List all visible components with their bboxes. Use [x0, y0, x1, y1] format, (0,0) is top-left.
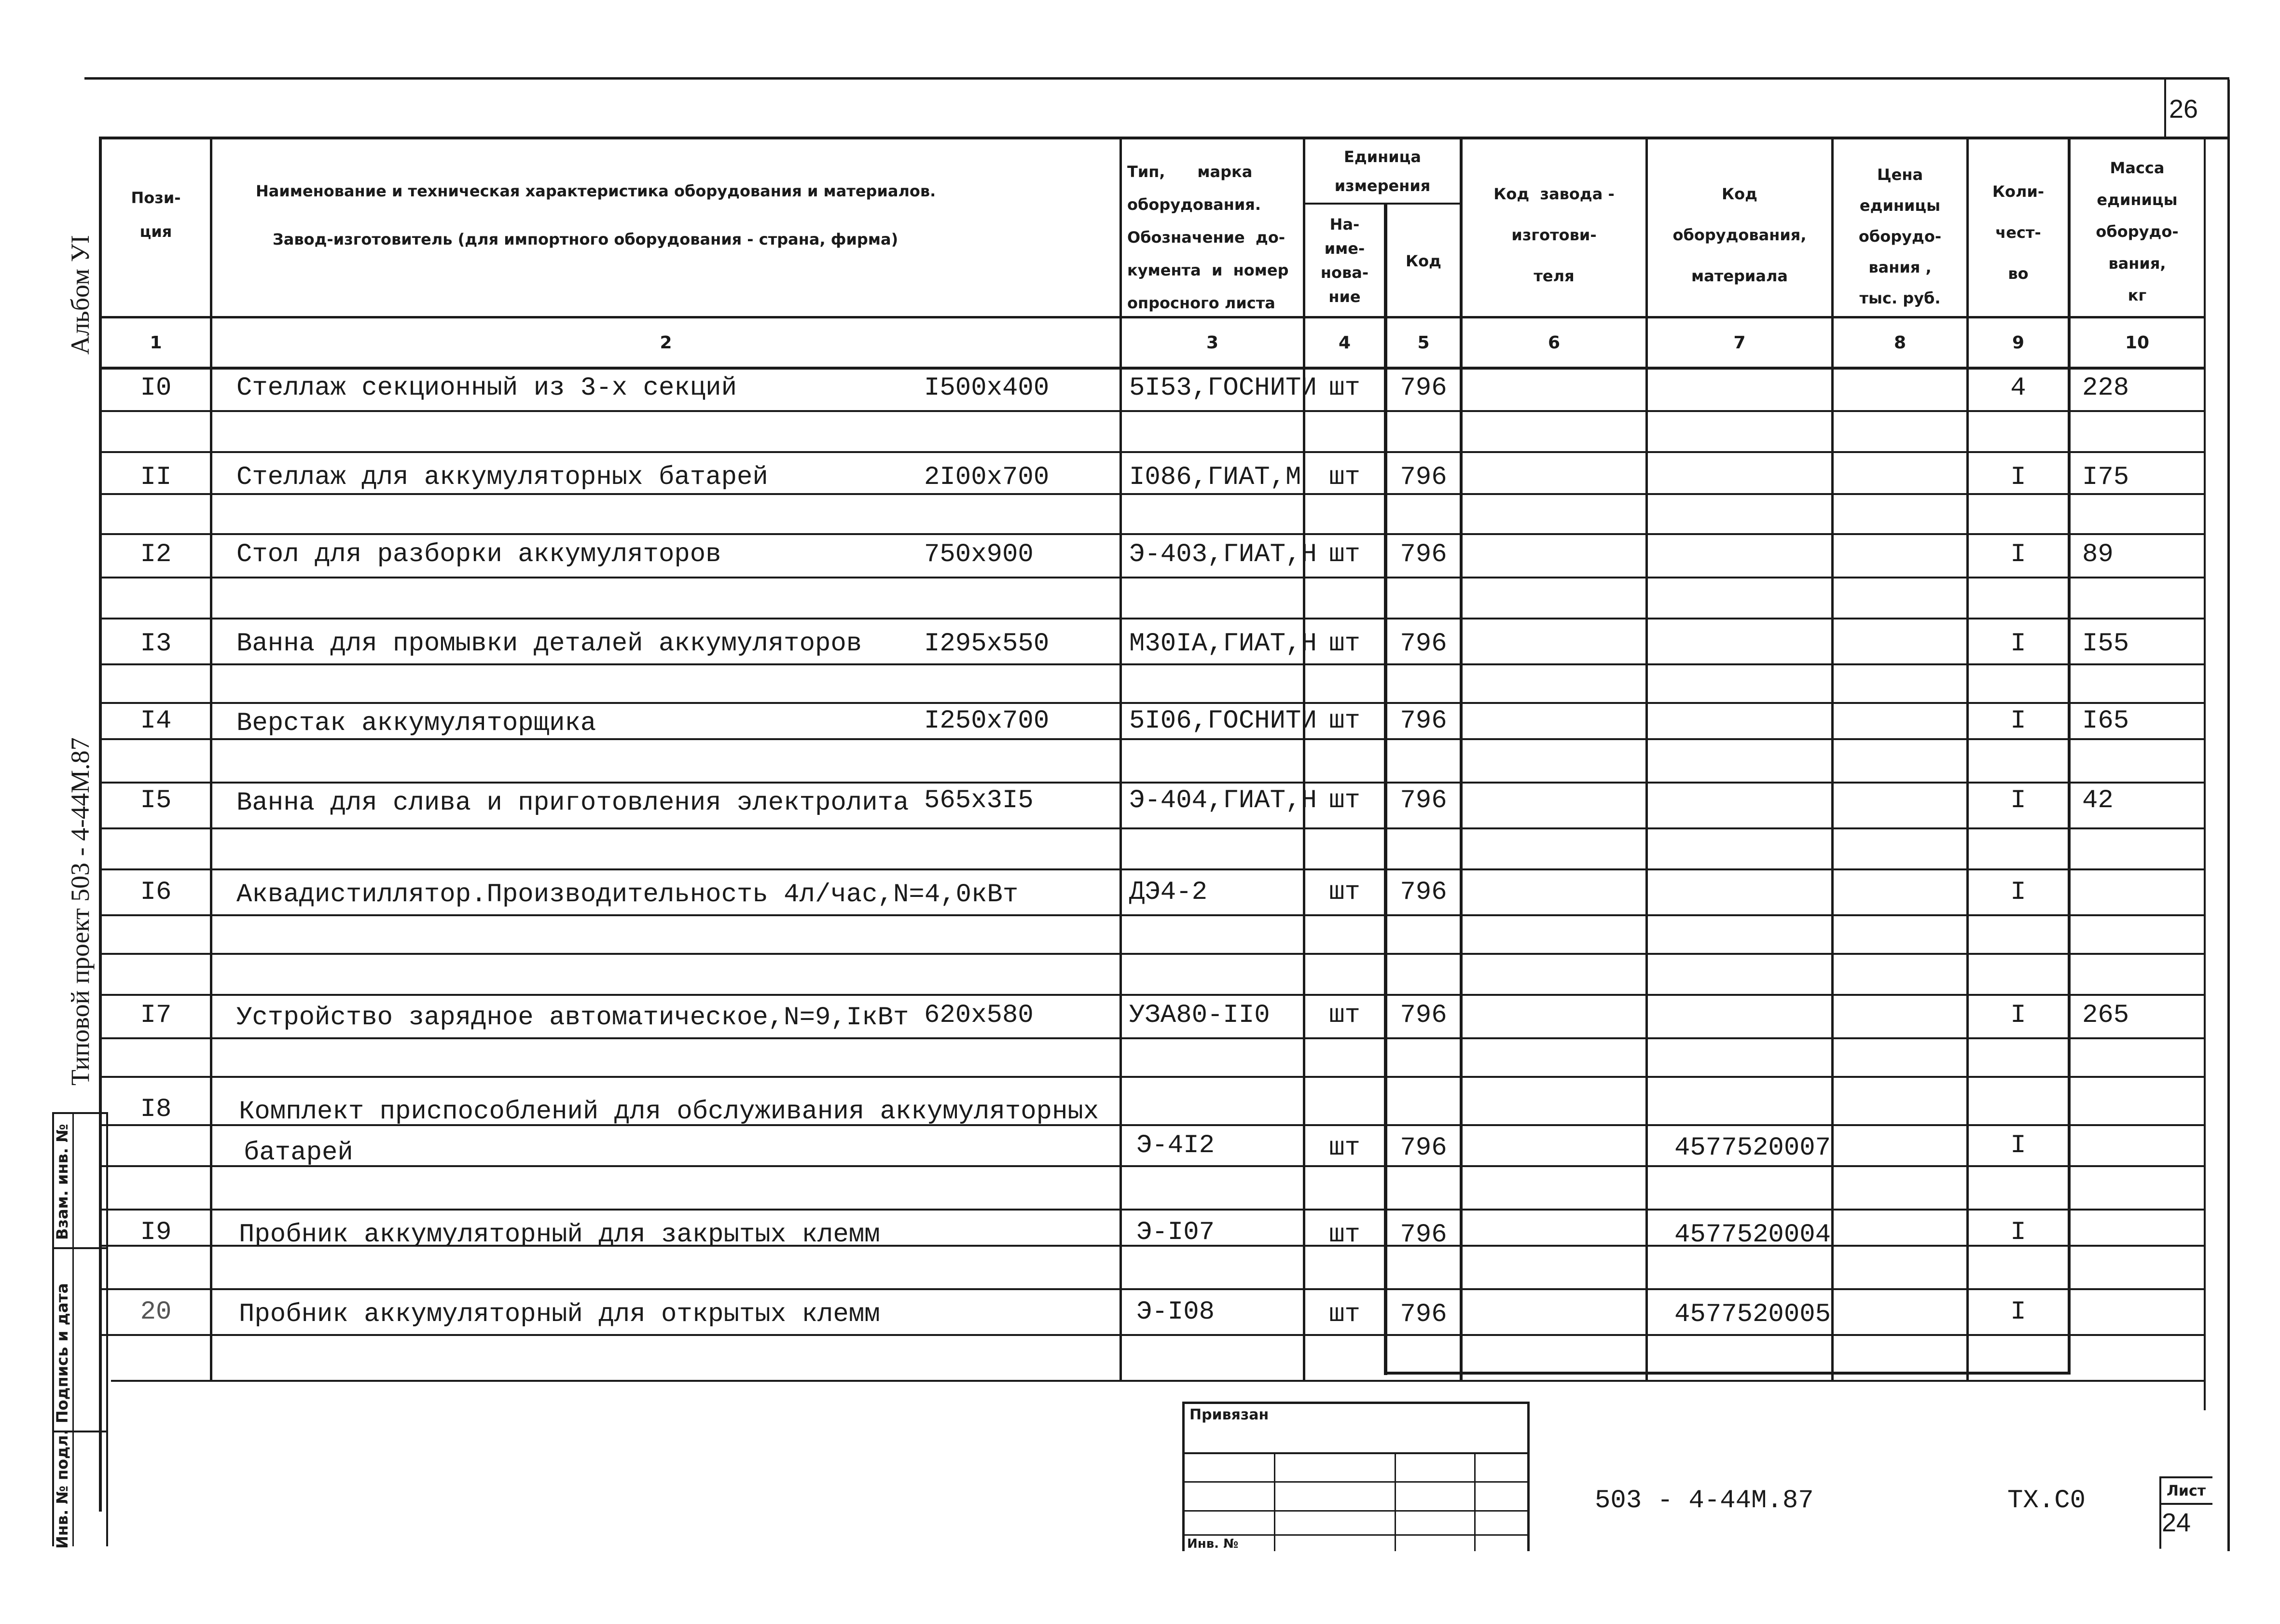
colnum-4: 4	[1338, 333, 1351, 353]
row-qty: I	[2010, 1131, 2026, 1160]
row-dims: 2I00x700	[924, 463, 1050, 492]
colnum-5: 5	[1417, 333, 1430, 353]
sheet-number: 24	[2162, 1508, 2191, 1537]
row-sep	[99, 1037, 2206, 1039]
row-qty: I	[2010, 786, 2026, 815]
header-price: Цена единицы оборудо- вания , тыс. руб.	[1858, 165, 1942, 307]
side-project: Типовой проект 503 - 4-44М.87	[66, 737, 95, 1086]
row-pos: I0	[140, 373, 172, 403]
row-type: Э-I08	[1136, 1297, 1215, 1327]
header-pos: Пози- ция	[131, 189, 181, 241]
stamp-row-4	[1182, 1534, 1530, 1536]
row-sep	[99, 1334, 2206, 1336]
row-code: 796	[1400, 463, 1447, 492]
row-name: Устройство зарядное автоматическое,N=9,IкВт	[236, 1003, 909, 1032]
row-unit: шт	[1329, 1133, 1360, 1163]
strip-right-line	[106, 1112, 108, 1546]
col-line-5	[1460, 137, 1463, 1381]
row-equip-code: 4577520004	[1674, 1220, 1831, 1250]
stamp-row-2	[1182, 1481, 1530, 1483]
row-code: 796	[1400, 540, 1447, 569]
row-pos: I4	[140, 706, 172, 736]
row-sep	[99, 702, 2206, 704]
sheet-label: Лист	[2167, 1483, 2206, 1500]
row-mass: 89	[2082, 540, 2114, 569]
row-mass: 42	[2082, 786, 2114, 815]
row-name: Стол для разборки аккумуляторов	[236, 540, 721, 569]
row-dims: I500x400	[924, 373, 1050, 403]
header-equip-code: Код оборудования, материала	[1672, 185, 1807, 285]
row-name-continued: батарей	[244, 1138, 353, 1168]
row-pos: 20	[140, 1297, 172, 1327]
row-mass: I55	[2082, 629, 2129, 659]
row-unit: шт	[1329, 1001, 1360, 1030]
page-num-box-left	[2164, 80, 2166, 138]
row-pos: I2	[140, 540, 172, 569]
row-unit: шт	[1329, 629, 1360, 659]
row-sep	[99, 1209, 2206, 1211]
header-unit-name: На- име- нова- ние	[1320, 215, 1369, 306]
row-mass: 265	[2082, 1001, 2129, 1030]
page-number: 26	[2169, 95, 2198, 124]
header-unit-code: Код	[1406, 252, 1441, 270]
header-unit: Единица измерения	[1334, 148, 1431, 195]
row-unit: шт	[1329, 373, 1360, 403]
row-sep	[99, 1288, 2206, 1290]
row-name: Пробник аккумуляторный для открытых клемм	[239, 1300, 880, 1329]
row-pos: I6	[140, 878, 172, 907]
col-line-4	[1384, 203, 1387, 1375]
stamp-top	[1182, 1402, 1530, 1404]
row-dims: 565x3I5	[924, 786, 1034, 815]
row-name: Стеллаж секционный из 3-х секций	[236, 373, 737, 403]
row-code: 796	[1400, 1001, 1447, 1030]
row-unit: шт	[1329, 878, 1360, 907]
row-sep	[99, 410, 2206, 412]
header-name-line1: Наименование и техническая характеристика оборудования и материалов.	[256, 182, 936, 200]
row-name: Стеллаж для аккумуляторных батарей	[236, 463, 768, 492]
table-bottom-line	[111, 1380, 2205, 1382]
section-code: ТХ.С0	[2007, 1486, 2086, 1515]
header-top-line	[99, 137, 2229, 139]
stamp-row-3	[1182, 1510, 1530, 1512]
doc-code: 503 - 4-44М.87	[1595, 1486, 1814, 1515]
colnum-9: 9	[2012, 333, 2025, 353]
col-line-8	[1966, 137, 1969, 1381]
sheet-box-mid	[2159, 1503, 2212, 1505]
row-qty: I	[2010, 878, 2026, 907]
row-sep	[99, 782, 2206, 784]
row-dims: I295x550	[924, 629, 1050, 659]
strip-top	[52, 1112, 108, 1114]
row-code: 796	[1400, 373, 1447, 403]
top-border	[84, 77, 2229, 80]
row-equip-code: 4577520005	[1674, 1300, 1831, 1329]
row-qty: I	[2010, 463, 2026, 492]
row-sep	[99, 577, 2206, 578]
row-equip-code: 4577520007	[1674, 1133, 1831, 1163]
row-name: Верстак аккумуляторщика	[236, 709, 596, 738]
colnum-10: 10	[2125, 333, 2150, 353]
row-pos: I3	[140, 629, 172, 659]
row-sep	[99, 663, 2206, 665]
side-inv: Инв. № подл.	[53, 1429, 71, 1549]
stamp-row-1	[1182, 1452, 1530, 1454]
row-code: 796	[1400, 1133, 1447, 1163]
qty-box-bottom	[1384, 1372, 2071, 1375]
row-qty: I	[2010, 1001, 2026, 1030]
stamp-inv-no: Инв. №	[1187, 1537, 1239, 1551]
row-mass: 228	[2082, 373, 2129, 403]
row-unit: шт	[1329, 463, 1360, 492]
unit-split-line	[1303, 203, 1460, 205]
row-name: Комплект приспособлений для обслуживания аккумуляторных	[239, 1097, 1099, 1127]
colnum-1: 1	[150, 333, 162, 353]
row-name: Аквадистиллятор.Производительность 4л/час,N=4,0кВт	[236, 880, 1019, 909]
row-type: Э-I07	[1136, 1218, 1215, 1247]
row-code: 796	[1400, 878, 1447, 907]
row-mass: I65	[2082, 706, 2129, 736]
row-pos: I7	[140, 1001, 172, 1030]
sheet-box-left	[2159, 1476, 2161, 1549]
right-border	[2227, 80, 2230, 1551]
row-qty: I	[2010, 1297, 2026, 1327]
row-type: Э-404,ГИАТ,Н	[1129, 786, 1317, 815]
row-unit: шт	[1329, 1300, 1360, 1329]
stamp-left	[1182, 1402, 1185, 1551]
row-pos: II	[140, 463, 172, 492]
col-line-6	[1645, 137, 1648, 1381]
colnum-7: 7	[1733, 333, 1746, 353]
row-sep	[99, 1076, 2206, 1078]
row-type: УЗА80-II0	[1129, 1001, 1270, 1030]
row-sep	[99, 1165, 2206, 1167]
stamp-privyazan: Привязан	[1189, 1406, 1269, 1423]
header-factory-code: Код завода - изготови- теля	[1493, 185, 1615, 285]
side-album: Альбом УI	[66, 235, 95, 355]
stamp-col-1	[1274, 1452, 1275, 1551]
row-sep	[99, 868, 2206, 870]
row-type: 5I06,ГОСНИТИ	[1129, 706, 1317, 736]
row-qty: I	[2010, 1218, 2026, 1247]
colnum-bottom-line	[99, 367, 2206, 370]
row-dims: 750x900	[924, 540, 1034, 569]
col-line-2	[1119, 137, 1122, 1381]
row-type: I086,ГИАТ,М	[1129, 463, 1301, 492]
row-name: Пробник аккумуляторный для закрытых клемм	[239, 1220, 880, 1250]
row-pos: I8	[140, 1095, 172, 1124]
row-code: 796	[1400, 1300, 1447, 1329]
row-code: 796	[1400, 629, 1447, 659]
side-podpis: Подпись и дата	[53, 1283, 71, 1423]
header-qty: Коли- чест- во	[1992, 182, 2045, 283]
row-qty: I	[2010, 629, 2026, 659]
col-line-1	[210, 137, 212, 1381]
row-type: 5I53,ГОСНИТИ	[1129, 373, 1317, 403]
row-unit: шт	[1329, 540, 1360, 569]
row-dims: I250x700	[924, 706, 1050, 736]
row-type: ДЭ4-2	[1129, 878, 1208, 907]
row-qty: I	[2010, 540, 2026, 569]
row-pos: I5	[140, 786, 172, 815]
colnum-6: 6	[1548, 333, 1561, 353]
stamp-col-3	[1474, 1452, 1476, 1551]
row-type: М30IА,ГИАТ,Н	[1129, 629, 1317, 659]
col-line-7	[1831, 137, 1834, 1381]
row-name: Ванна для слива и приготовления электролита	[236, 788, 909, 818]
sheet-box-top	[2159, 1476, 2212, 1478]
header-mass: Масса единицы оборудо- вания, кг	[2096, 159, 2179, 304]
header-name-line2: Завод-изготовитель (для импортного оборудования - страна, фирма)	[273, 230, 898, 248]
row-pos: I9	[140, 1218, 172, 1247]
row-code: 796	[1400, 786, 1447, 815]
side-vzam: Взам. инв. №	[53, 1124, 71, 1240]
row-type: Э-4I2	[1136, 1131, 1215, 1160]
row-unit: шт	[1329, 1220, 1360, 1250]
strip-mid-line	[72, 1112, 74, 1546]
colnum-8: 8	[1893, 333, 1907, 353]
row-sep	[99, 533, 2206, 535]
stamp-col-2	[1395, 1452, 1396, 1551]
row-sep	[99, 994, 2206, 996]
row-type: Э-403,ГИАТ,Н	[1129, 540, 1317, 569]
colnum-3: 3	[1206, 333, 1219, 353]
row-sep	[99, 451, 2206, 453]
row-unit: шт	[1329, 786, 1360, 815]
row-mass: I75	[2082, 463, 2129, 492]
table-right-border	[2204, 137, 2206, 1410]
row-dims: 620x580	[924, 1001, 1034, 1030]
row-sep	[99, 914, 2206, 916]
row-sep	[99, 953, 2206, 955]
header-type: Тип, марка оборудования. Обозначение до- кумента и номер опросного листа	[1127, 163, 1289, 312]
row-sep	[99, 618, 2206, 619]
stamp-right	[1527, 1402, 1530, 1551]
row-unit: шт	[1329, 706, 1360, 736]
row-sep	[99, 827, 2206, 829]
row-code: 796	[1400, 1220, 1447, 1250]
row-name: Ванна для промывки деталей аккумуляторов	[236, 629, 862, 659]
row-qty: 4	[2010, 373, 2026, 403]
col-line-9	[2068, 137, 2071, 1372]
row-code: 796	[1400, 706, 1447, 736]
col-line-3	[1303, 137, 1305, 1381]
colnum-2: 2	[660, 333, 672, 353]
row-qty: I	[2010, 706, 2026, 736]
strip-sep-1	[52, 1247, 108, 1249]
